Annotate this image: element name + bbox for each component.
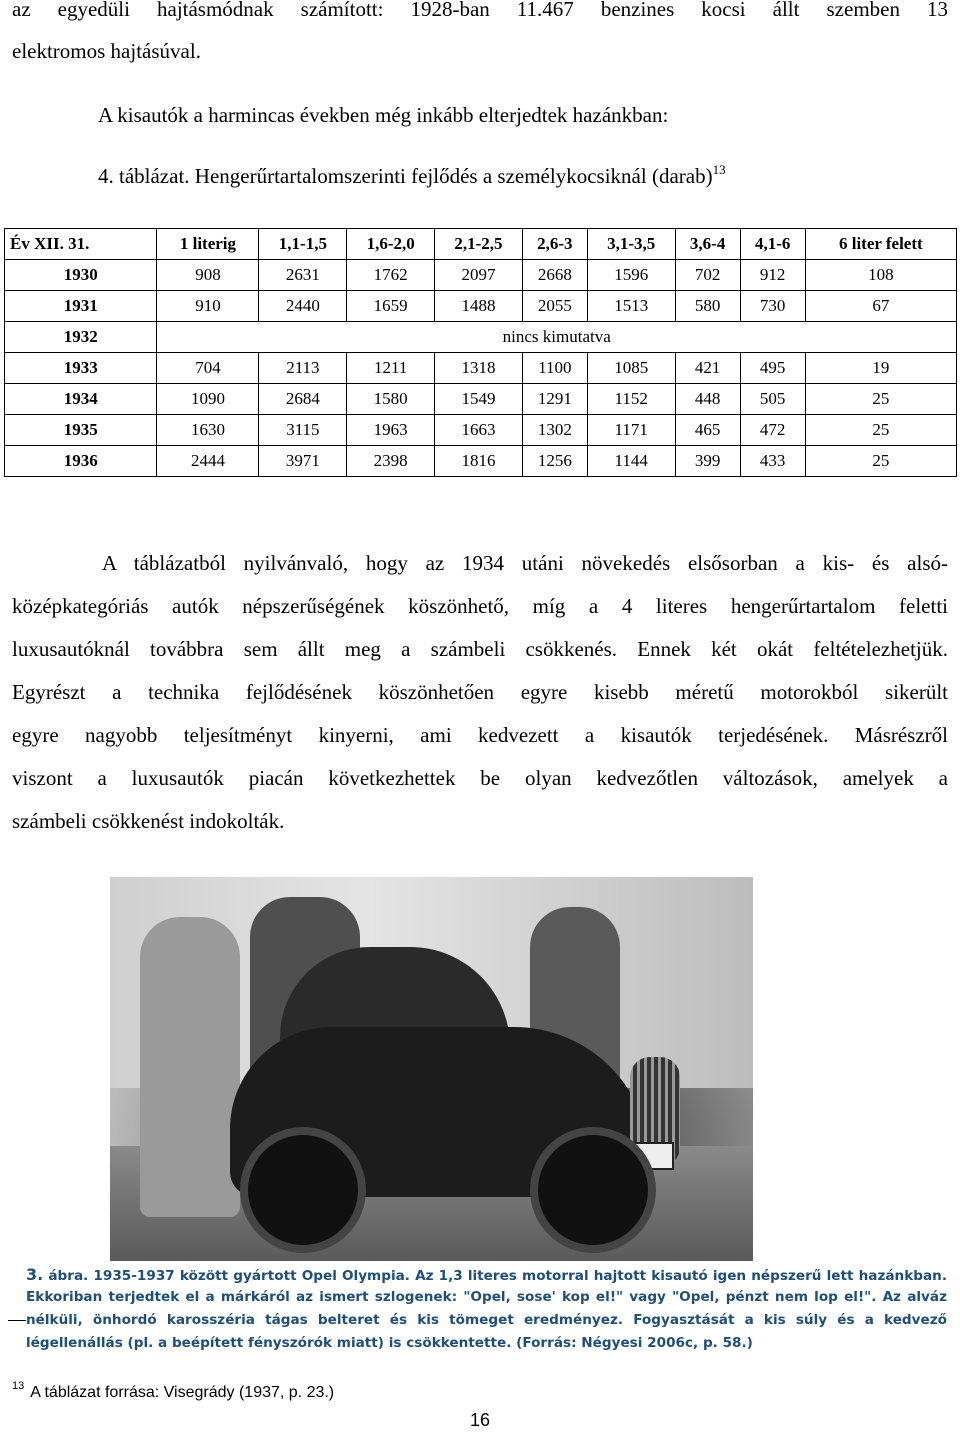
footnote-separator bbox=[8, 1320, 26, 1321]
photo-wheel-rear bbox=[240, 1127, 366, 1253]
table-cell: 399 bbox=[675, 446, 740, 477]
table-header-cell: 1,6-2,0 bbox=[347, 229, 435, 260]
table-cell: 2668 bbox=[522, 260, 587, 291]
table-cell: 1816 bbox=[435, 446, 523, 477]
figure-caption-line-4: légellenállás (pl. a beépített fényszórók miatt) is csökkentette. (Forrás: Négyesi 2006c, p. 58.) bbox=[26, 1335, 753, 1351]
table-cell: 1256 bbox=[522, 446, 587, 477]
body-paragraph bbox=[12, 542, 948, 843]
table-row bbox=[5, 353, 957, 384]
paragraph-line: számbeli csökkenést indokolták. bbox=[12, 809, 285, 833]
table-header-row bbox=[5, 229, 957, 260]
table-cell: 730 bbox=[740, 291, 805, 322]
table-cell: 1085 bbox=[587, 353, 675, 384]
table-year-cell: 1935 bbox=[5, 415, 157, 446]
intro-line-2: elektromos hajtásúval. bbox=[12, 39, 201, 63]
table-cell: 2398 bbox=[347, 446, 435, 477]
footnote bbox=[12, 1380, 335, 1402]
table-header-cell: 2,1-2,5 bbox=[435, 229, 523, 260]
table-cell: 3115 bbox=[259, 415, 347, 446]
table-cell: 2055 bbox=[522, 291, 587, 322]
table-cell: 1302 bbox=[522, 415, 587, 446]
table-row bbox=[5, 415, 957, 446]
table-cell: 1663 bbox=[435, 415, 523, 446]
table-cell: 25 bbox=[805, 415, 956, 446]
paragraph-line: egyre nagyobb teljesítményt kinyerni, ami kedvezett a kisautók terjedésének. Másrészről bbox=[12, 723, 948, 747]
figure-caption-line-3: nélküli, önhordó karosszéria tágas belteret és kis tömeget eredményez. Fogyasztását a kis súly és a kedvező bbox=[26, 1312, 947, 1328]
table-row bbox=[5, 291, 957, 322]
table-cell: 1152 bbox=[587, 384, 675, 415]
table-cell: 1100 bbox=[522, 353, 587, 384]
table-cell: 908 bbox=[157, 260, 259, 291]
table-header-cell: Év XII. 31. bbox=[5, 229, 157, 260]
table-cell: 2444 bbox=[157, 446, 259, 477]
table-year-cell: 1936 bbox=[5, 446, 157, 477]
table-cell: 704 bbox=[157, 353, 259, 384]
table-caption-text: 4. táblázat. Hengerűrtartalomszerinti fejlődés a személykocsiknál (darab) bbox=[98, 164, 713, 188]
table-cell: 702 bbox=[675, 260, 740, 291]
table-cell: 472 bbox=[740, 415, 805, 446]
table-cell: 2113 bbox=[259, 353, 347, 384]
footnote-number: 13 bbox=[12, 1380, 25, 1392]
table-row bbox=[5, 446, 957, 477]
table-header-cell: 1 literig bbox=[157, 229, 259, 260]
figure-caption-line-1: ábra. 1935-1937 között gyártott Opel Olympia. Az 1,3 literes motorral hajtott kisautó igen népszerű lett hazánkban. bbox=[48, 1268, 947, 1284]
intro-line-3: A kisautók a harmincas években még inkább elterjedtek hazánkban: bbox=[98, 103, 669, 127]
table-cell: 912 bbox=[740, 260, 805, 291]
page-number: 16 bbox=[469, 1410, 491, 1430]
table-cell: 421 bbox=[675, 353, 740, 384]
table-year-cell: 1934 bbox=[5, 384, 157, 415]
table-cell: 2440 bbox=[259, 291, 347, 322]
table-cell: 910 bbox=[157, 291, 259, 322]
paragraph-line: A táblázatból nyilvánvaló, hogy az 1934 utáni növekedés elsősorban a kis- és alsó- bbox=[102, 551, 948, 575]
table-cell: 1630 bbox=[157, 415, 259, 446]
table-cell: 1762 bbox=[347, 260, 435, 291]
intro-line-1: az egyedüli hajtásmódnak számított: 1928-ban 11.467 benzines kocsi állt szemben 13 bbox=[12, 0, 948, 21]
table-cell: 433 bbox=[740, 446, 805, 477]
table-cell: 495 bbox=[740, 353, 805, 384]
table-caption bbox=[98, 163, 948, 189]
figure-caption-line-2: Ekkoriban terjedtek el a márkáról az ismert szlogenek: "Opel, sose' kop el!" vagy "Opel, pénzt nem lop el!". Az alváz bbox=[26, 1289, 947, 1305]
table-header-cell: 2,6-3 bbox=[522, 229, 587, 260]
table-cell: 1488 bbox=[435, 291, 523, 322]
table-cell: 448 bbox=[675, 384, 740, 415]
table-cell: 1291 bbox=[522, 384, 587, 415]
paragraph-line: viszont a luxusautók piacán következhettek be olyan kedvezőtlen változások, amelyek a bbox=[12, 766, 948, 790]
table-row bbox=[5, 260, 957, 291]
figure-number: 3. bbox=[26, 1265, 44, 1284]
table-cell: 19 bbox=[805, 353, 956, 384]
table-cell: 465 bbox=[675, 415, 740, 446]
data-table bbox=[4, 228, 957, 477]
table-cell: 2631 bbox=[259, 260, 347, 291]
table-row bbox=[5, 384, 957, 415]
paragraph-line: középkategóriás autók népszerűségének köszönhető, míg a 4 literes hengerűrtartalom feletti bbox=[12, 594, 948, 618]
figure-caption bbox=[26, 1263, 947, 1355]
table-header-cell: 6 liter felett bbox=[805, 229, 956, 260]
table-cell: 1659 bbox=[347, 291, 435, 322]
table-year-cell: 1931 bbox=[5, 291, 157, 322]
table-cell: 1549 bbox=[435, 384, 523, 415]
table-cell: 1596 bbox=[587, 260, 675, 291]
table-header-cell: 4,1-6 bbox=[740, 229, 805, 260]
table-year-cell: 1933 bbox=[5, 353, 157, 384]
photo-person-left bbox=[140, 917, 240, 1217]
table-cell: 3971 bbox=[259, 446, 347, 477]
table-header-cell: 3,6-4 bbox=[675, 229, 740, 260]
table-cell: 25 bbox=[805, 384, 956, 415]
table-cell: 2097 bbox=[435, 260, 523, 291]
table-cell: 1144 bbox=[587, 446, 675, 477]
table-cell: 580 bbox=[675, 291, 740, 322]
opel-olympia-photo bbox=[110, 877, 753, 1261]
table-cell: 1580 bbox=[347, 384, 435, 415]
table-cell: 2684 bbox=[259, 384, 347, 415]
table-cell: 1318 bbox=[435, 353, 523, 384]
table-cell: 505 bbox=[740, 384, 805, 415]
table-note-cell: nincs kimutatva bbox=[157, 322, 957, 353]
table-caption-footnote-ref: 13 bbox=[712, 162, 726, 177]
table-header-cell: 3,1-3,5 bbox=[587, 229, 675, 260]
table-cell: 1513 bbox=[587, 291, 675, 322]
table-cell: 1171 bbox=[587, 415, 675, 446]
figure-caption-line bbox=[26, 1263, 947, 1286]
table-cell: 67 bbox=[805, 291, 956, 322]
table-cell: 1211 bbox=[347, 353, 435, 384]
table-row bbox=[5, 322, 957, 353]
table-year-cell: 1930 bbox=[5, 260, 157, 291]
table-cell: 108 bbox=[805, 260, 956, 291]
table-header-cell: 1,1-1,5 bbox=[259, 229, 347, 260]
table-cell: 1090 bbox=[157, 384, 259, 415]
paragraph-line: Egyrészt a technika fejlődésének köszönhetően egyre kisebb méretű motorokból sikerült bbox=[12, 680, 948, 704]
table-cell: 25 bbox=[805, 446, 956, 477]
footnote-text: A táblázat forrása: Visegrády (1937, p. 23.) bbox=[30, 1384, 335, 1401]
table-year-cell: 1932 bbox=[5, 322, 157, 353]
table-cell: 1963 bbox=[347, 415, 435, 446]
paragraph-line: luxusautóknál továbbra sem állt meg a számbeli csökkenés. Ennek két okát feltételezhetjük. bbox=[12, 637, 948, 661]
photo-wheel-front bbox=[530, 1127, 656, 1253]
